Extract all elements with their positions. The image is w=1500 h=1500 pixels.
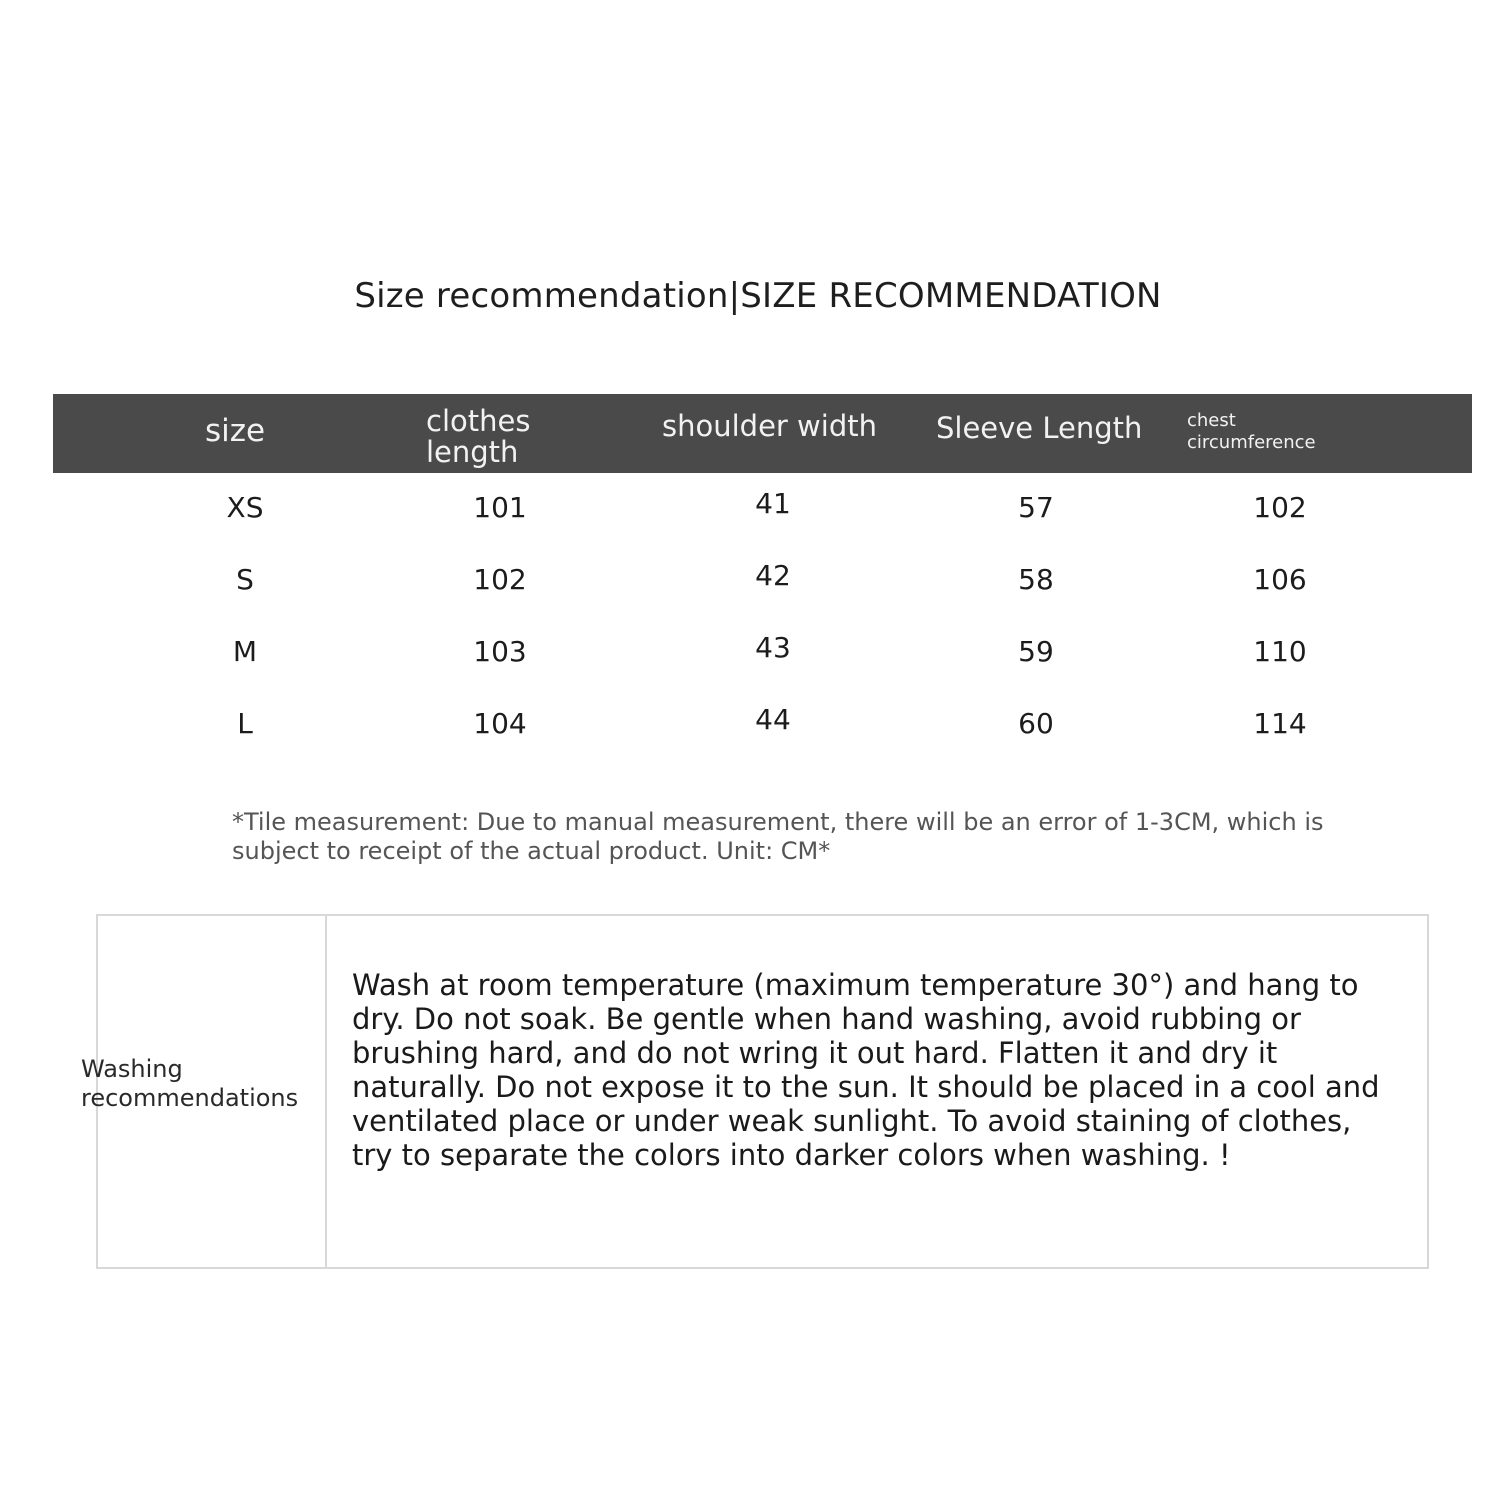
cell-sleeve-length: 60 — [1018, 707, 1054, 740]
cell-size: XS — [226, 491, 264, 524]
cell-chest: 114 — [1253, 707, 1307, 740]
cell-clothes-length: 102 — [473, 563, 527, 596]
cell-sleeve-length: 58 — [1018, 563, 1054, 596]
cell-shoulder-width: 41 — [755, 487, 791, 520]
cell-size: M — [232, 635, 258, 668]
header-sleeve-length: Sleeve Length — [936, 411, 1143, 445]
cell-shoulder-width: 44 — [755, 703, 791, 736]
table-row — [0, 703, 1500, 779]
cell-clothes-length: 104 — [473, 707, 527, 740]
cell-chest: 106 — [1253, 563, 1307, 596]
cell-clothes-length: 101 — [473, 491, 527, 524]
size-table-header — [53, 394, 1472, 473]
cell-chest: 102 — [1253, 491, 1307, 524]
washing-label: Washing recommendations — [81, 1055, 299, 1112]
cell-sleeve-length: 59 — [1018, 635, 1054, 668]
cell-shoulder-width: 43 — [755, 631, 791, 664]
cell-chest: 110 — [1253, 635, 1307, 668]
table-row — [0, 487, 1500, 563]
page-title: Size recommendation|SIZE RECOMMENDATION — [354, 276, 1162, 316]
washing-text: Wash at room temperature (maximum temperature 30°) and hang to dry. Do not soak. Be gentle when hand washing, avoid rubbing or brushing hard, and do not wring it out hard. Flatten it and dry it naturally. Do not expose it to the sun. It should be placed in a cool and ventilated place or under weak sunlight. To avoid staining of clothes, try to separate the colors into darker colors when washing. ! — [352, 968, 1380, 1172]
table-row — [0, 559, 1500, 635]
cell-size: S — [236, 563, 254, 596]
cell-shoulder-width: 42 — [755, 559, 791, 592]
cell-size: L — [237, 707, 253, 740]
header-chest-circumference: chest circumference — [1187, 410, 1316, 453]
table-row — [0, 631, 1500, 707]
header-shoulder-width: shoulder width — [662, 409, 877, 443]
cell-sleeve-length: 57 — [1018, 491, 1054, 524]
measurement-note: *Tile measurement: Due to manual measurement, there will be an error of 1-3CM, which is subject to receipt of the actual product. Unit: CM* — [232, 808, 1324, 865]
header-size: size — [205, 413, 266, 449]
header-clothes-length: clothes length — [426, 404, 531, 469]
cell-clothes-length: 103 — [473, 635, 527, 668]
